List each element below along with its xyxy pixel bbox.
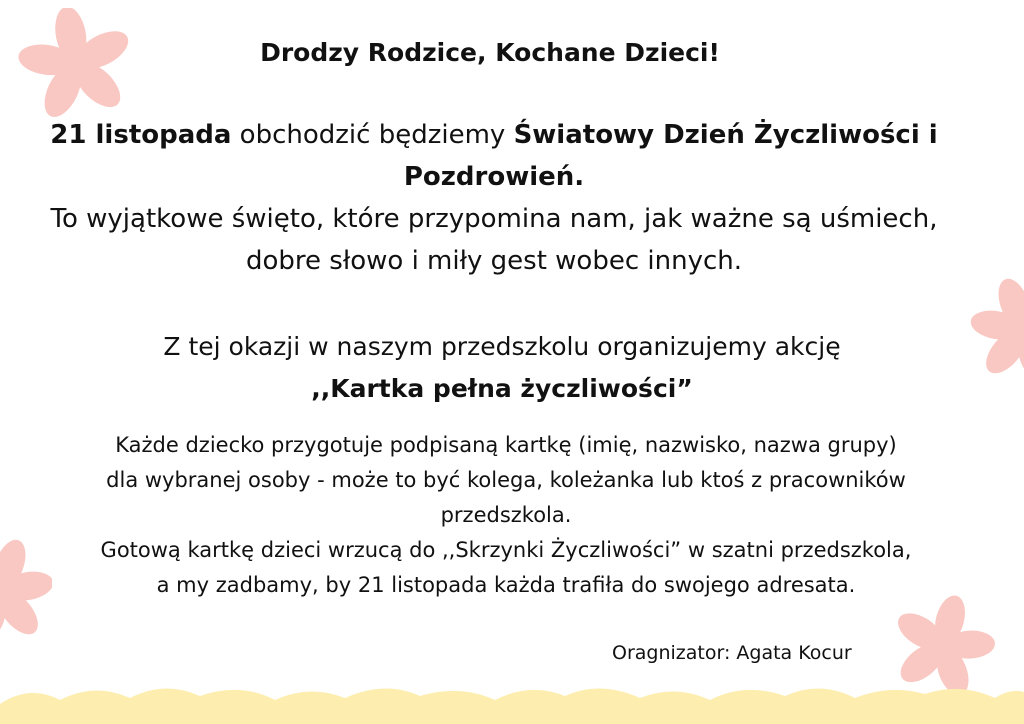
greeting-heading: Drodzy Rodzice, Kochane Dzieci!: [260, 38, 720, 67]
details-line-2: dla wybranej osoby - może to być kolega, koleżanka lub ktoś z pracowników: [106, 468, 906, 492]
action-paragraph: [0, 326, 1014, 410]
action-title: ,,Kartka pełna życzliwości”: [311, 374, 693, 403]
intro-holiday: Światowy Dzień Życzliwości i Pozdrowień.: [403, 120, 938, 192]
details-line-4: Gotową kartkę dzieci wrzucą do ,,Skrzynki Życzliwości” w szatni przedszkola,: [100, 538, 912, 562]
details-paragraph: [0, 428, 1018, 603]
intro-paragraph: [0, 114, 1006, 282]
details-line-3: przedszkola.: [440, 503, 572, 527]
details-line-5: a my zadbamy, by 21 listopada każda trafiła do swojego adresata.: [156, 573, 856, 597]
intro-line-2: To wyjątkowe święto, które przypomina nam, jak ważne są uśmiech,: [50, 204, 938, 234]
wave-border: [0, 674, 1024, 724]
intro-text: obchodzić będziemy: [231, 120, 514, 150]
action-line-1: Z tej okazji w naszym przedszkolu organizujemy akcję: [163, 332, 841, 361]
organizer-signature: Oragnizator: Agata Kocur: [612, 642, 852, 664]
intro-date: 21 listopada: [50, 120, 232, 150]
details-line-1: Każde dziecko przygotuje podpisaną kartkę (imię, nazwisko, nazwa grupy): [115, 433, 897, 457]
intro-line-3: dobre słowo i miły gest wobec innych.: [246, 246, 742, 276]
